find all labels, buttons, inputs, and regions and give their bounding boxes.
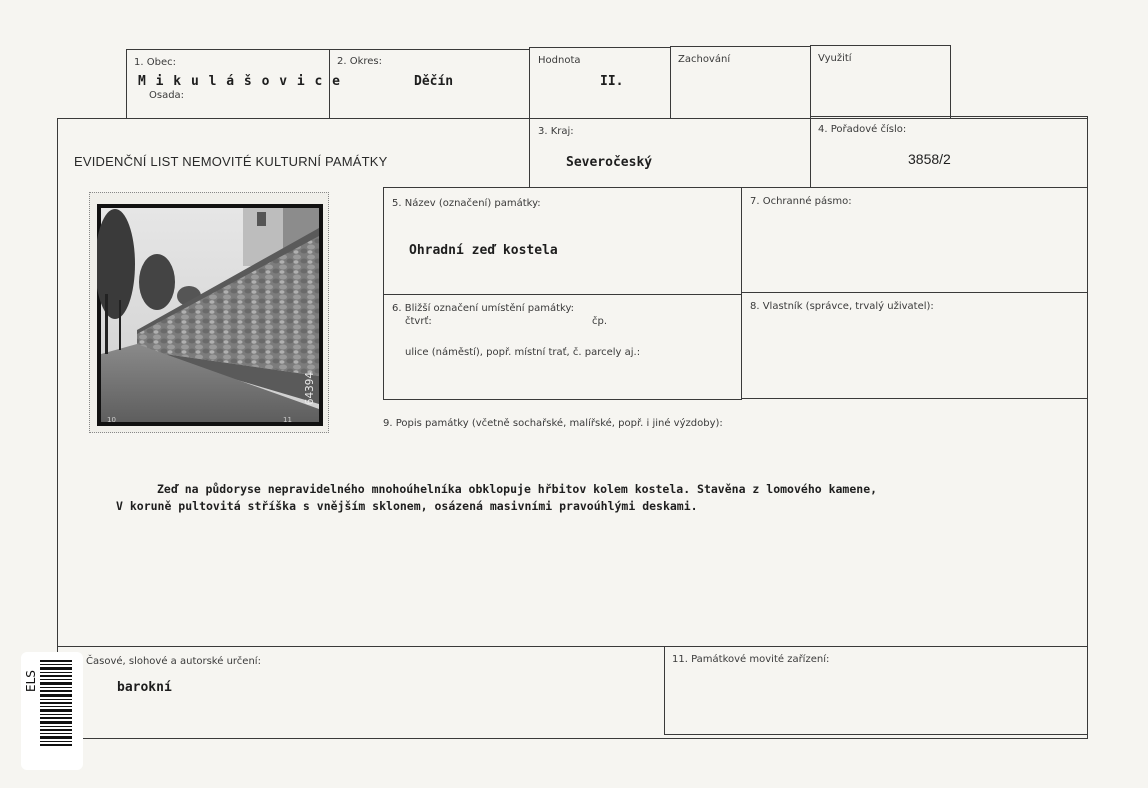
blizsi-oznaceni-label: 6. Bližší označení umístění památky: [392,303,575,314]
popis-line-2: V koruně pultovitá stříška s vnějším sklonem, osázená masivními pravoúhlými deskami. [116,499,698,513]
ochranne-pasmo-label: 7. Ochranné pásmo: [750,196,852,207]
monument-photo [97,204,323,426]
movite-zarizeni-label: 11. Památkové movité zařízení: [672,654,830,665]
poradove-cislo-value: 3858/2 [908,151,951,167]
kraj-label: 3. Kraj: [538,126,574,137]
casove-urceni-value: barokní [117,680,172,695]
cp-label: čp. [592,316,608,327]
hodnota-label: Hodnota [538,55,581,66]
ctvrt-label: čtvrť: [405,316,432,327]
popis-label: 9. Popis památky (včetně sochařské, malířské, popř. i jiné výzdoby): [383,418,723,429]
frame-number-right: 11 [283,416,292,424]
poradove-cislo-label: 4. Pořadové číslo: [818,124,907,135]
nazev-label: 5. Název (označení) památky: [392,198,541,209]
nazev-value: Ohradní zeď kostela [409,243,558,258]
vlastnik-label: 8. Vlastník (správce, trvalý uživatel): [750,301,934,312]
negative-number: 64394 [303,372,316,406]
ulice-label: ulice (náměstí), popř. místní trať, č. parcely aj.: [405,347,641,358]
sticker-text: ELS [24,670,38,692]
wall-photo-image [97,204,323,426]
osada-label: Osada: [149,90,185,101]
okres-label: 2. Okres: [337,56,383,67]
zachovani-label: Zachování [678,54,731,65]
barcode-icon [40,660,74,748]
form-title: EVIDENČNÍ LIST NEMOVITÉ KULTURNÍ PAMÁTKY [74,154,388,169]
kraj-value: Severočeský [566,155,653,170]
frame-number-left: 10 [107,416,116,424]
hodnota-value: II. [600,74,624,89]
obec-label: 1. Obec: [134,57,176,68]
obec-value: M i k u l á š o v i c e [138,74,342,89]
vyuziti-label: Využití [818,53,852,64]
popis-line-1: Zeď na půdoryse nepravidelného mnohoúhelníka obklopuje hřbitov kolem kostela. Stavěna z lomového kamene, [157,482,878,496]
popis-divider [57,398,1088,647]
casove-urceni-label: Časové, slohové a autorské určení: [86,656,261,667]
okres-value: Děčín [414,74,454,89]
